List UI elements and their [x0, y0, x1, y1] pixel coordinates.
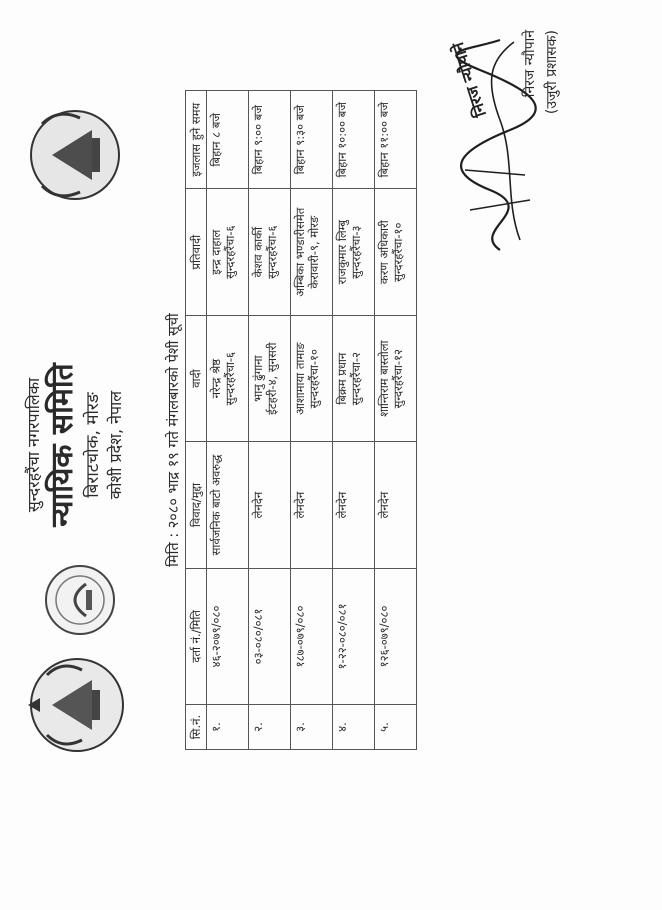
table-row — [207, 91, 249, 750]
defendant-address: सुन्दरहरैंचा-३ — [349, 225, 364, 279]
address-line: बिराटचोक, मोरङ — [83, 392, 103, 498]
cell-defendant — [333, 189, 375, 315]
cell-serial: ५. — [375, 705, 417, 750]
defendant-name: राजकुमार लिम्बु — [335, 220, 349, 285]
cell-dispute: सार्वजनिक बाटो अवरुद्ध — [207, 442, 249, 568]
plaintiff-address: ईटहरी-४, सुनसरी — [265, 342, 280, 415]
cell-defendant — [249, 189, 291, 315]
municipality-name: सुन्दरहरैंचा नगरपालिका — [24, 377, 43, 513]
plaintiff-name: बिक्रम प्रधान — [335, 352, 349, 405]
cell-hearing-time: बिहान ९:०० बजे — [249, 91, 291, 189]
plaintiff-address: सुन्दरहरैंचा-६ — [223, 351, 238, 406]
cell-defendant — [375, 189, 417, 315]
cell-defendant — [291, 189, 333, 315]
nepal-emblem-icon-right — [20, 100, 130, 210]
table-row — [249, 91, 291, 750]
plaintiff-name: शान्तिराम बास्तोला — [377, 340, 391, 417]
cell-plaintiff — [291, 315, 333, 441]
cell-case-number: १-२२-०८०/०८१ — [333, 568, 375, 704]
defendant-address: केरावारी-९, मोरङ — [307, 215, 322, 289]
cell-serial: २. — [249, 705, 291, 750]
province-line: कोशी प्रदेश, नेपाल — [106, 390, 125, 500]
header-plaintiff: वादी — [186, 315, 207, 441]
cell-case-number: १२६-०७९/०८० — [375, 568, 417, 704]
header-case-number: दर्ता नं./मिति — [186, 568, 207, 704]
signatory-title: (उजुरी प्रशासक) — [544, 30, 560, 115]
cell-plaintiff — [207, 315, 249, 441]
defendant-address: सुन्दरहरैंचा-६ — [265, 225, 280, 279]
table-header-row — [186, 91, 207, 750]
cell-plaintiff — [333, 315, 375, 441]
cell-hearing-time: बिहान १०:०० बजे — [333, 91, 375, 189]
signatory-name: निरज न्यौपाने — [522, 30, 538, 98]
committee-title: न्यायिक समिति — [45, 363, 80, 527]
cell-dispute: लेनदेन — [333, 442, 375, 568]
cell-plaintiff — [375, 315, 417, 441]
header-defendant: प्रतिवादी — [186, 189, 207, 315]
header-hearing-time: इजलास हुने समय — [186, 91, 207, 189]
cell-dispute: लेनदेन — [291, 442, 333, 568]
nepal-emblem-icon — [22, 650, 132, 760]
cell-serial: ३. — [291, 705, 333, 750]
plaintiff-name: आशामाया तामाङ — [293, 342, 307, 415]
cell-case-number: १८७-०७९/०८० — [291, 568, 333, 704]
table-row — [375, 91, 417, 750]
name-stamp: निरज न्यौपाने — [448, 40, 490, 120]
municipality-logo-icon — [40, 560, 120, 640]
table-row — [333, 91, 375, 750]
cell-case-number: ०३-०८०/०८१ — [249, 568, 291, 704]
cell-plaintiff — [249, 315, 291, 441]
defendant-address: सुन्दरहरैंचा-६ — [223, 225, 238, 279]
cell-hearing-time: बिहान ९:३० बजे — [291, 91, 333, 189]
cell-serial: ४. — [333, 705, 375, 750]
cell-hearing-time: बिहान ११:०० बजे — [375, 91, 417, 189]
defendant-name: अम्बिका भण्डारीसमेत — [293, 207, 307, 297]
cell-case-number: ४६-२०७९/०८० — [207, 568, 249, 704]
cell-dispute: लेनदेन — [375, 442, 417, 568]
cell-hearing-time: बिहान ८ बजे — [207, 91, 249, 189]
cell-serial: १. — [207, 705, 249, 750]
hearing-date-title: मिति : २०८० भाद्र १९ गते मंगलबारको पेशी सूची — [166, 313, 182, 567]
header-serial: सि.नं. — [186, 705, 207, 750]
cell-defendant — [207, 189, 249, 315]
plaintiff-name: नरेन्द्र श्रेष्ठ — [209, 359, 223, 399]
plaintiff-address: सुन्दरहरैंचा-२ — [349, 351, 364, 406]
defendant-name: इन्द्र दाहाल — [209, 229, 223, 275]
table-row — [291, 91, 333, 750]
defendant-address: सुन्दरहरैंचा-१० — [391, 222, 406, 282]
plaintiff-address: सुन्दरहरैंचा-१२ — [391, 349, 406, 409]
plaintiff-address: सुन्दरहरैंचा-१० — [307, 349, 322, 409]
plaintiff-name: भानु ढुंगाना — [251, 355, 265, 402]
defendant-name: करण अधिकारी — [377, 220, 391, 285]
header-dispute: विवाद/मुद्दा — [186, 442, 207, 568]
hearing-schedule-table — [185, 90, 417, 750]
defendant-name: केशव कार्की — [251, 227, 265, 278]
cell-dispute: लेनदेन — [249, 442, 291, 568]
